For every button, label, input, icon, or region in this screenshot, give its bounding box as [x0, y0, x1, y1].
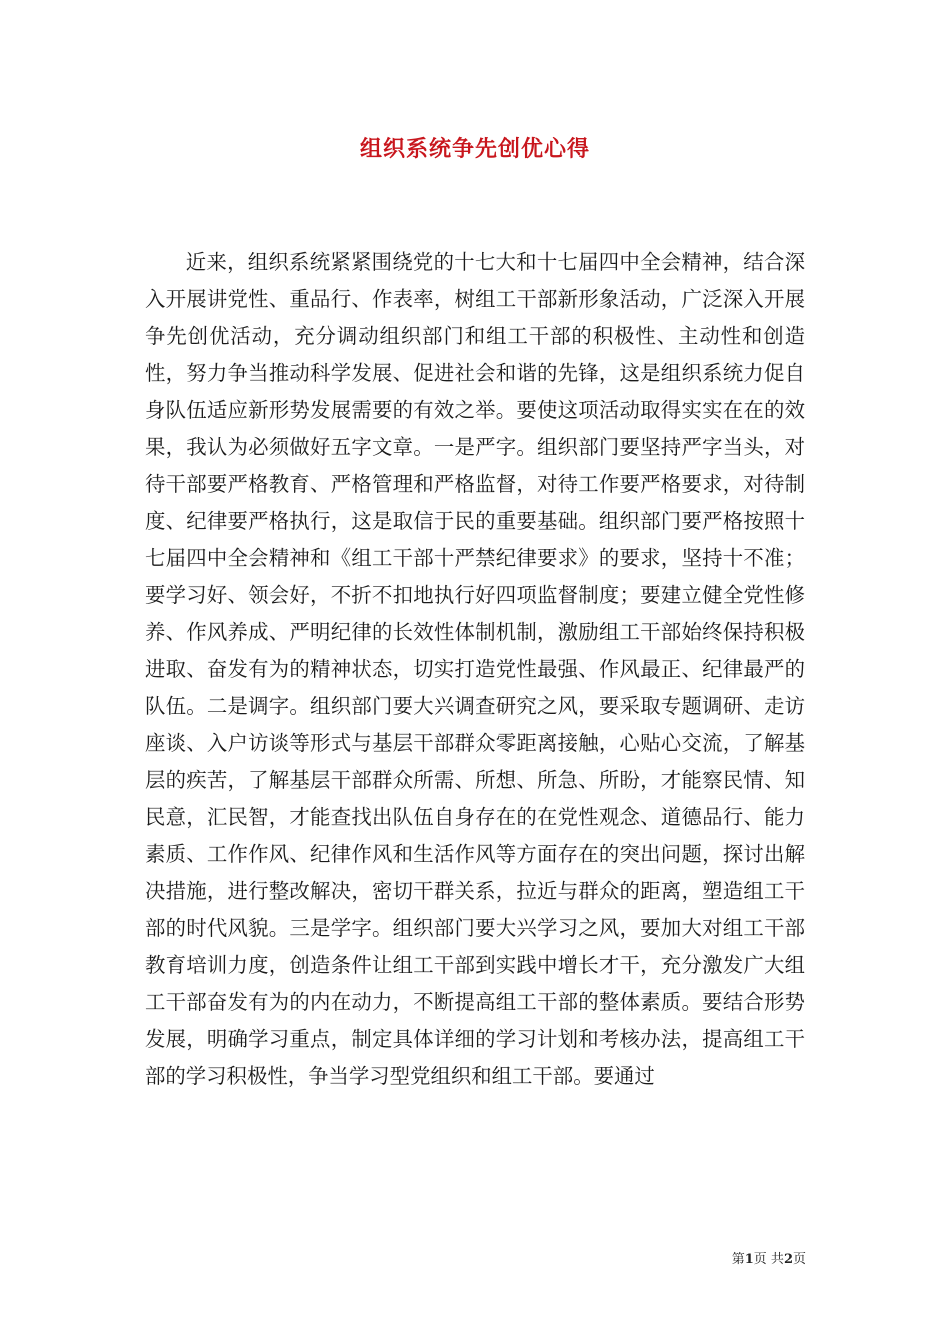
footer-current-page: 1: [744, 1252, 754, 1267]
footer-total-pages: 2: [783, 1252, 793, 1267]
footer-middle: 页 共: [753, 1252, 784, 1267]
footer-suffix: 页: [792, 1252, 806, 1267]
document-title: 组织系统争先创优心得: [359, 136, 590, 162]
page-number-footer: [732, 1248, 806, 1267]
footer-prefix: 第: [731, 1252, 745, 1267]
document-body-paragraph: 近来，组织系统紧紧围绕党的十七大和十七届四中全会精神，结合深入开展讲党性、重品行、作表率，树组工干部新形象活动，广泛深入开展争先创优活动，充分调动组织部门和组工干部的积极性、主动性和创造性，努力争当推动科学发展、促进社会和谐的先锋，这是组织系统力促自身队伍适应新形势发展需要的有效之举。要使这项活动取得实实在在的效果，我认为必须做好五字文章。一是严字。组织部门要坚持严字当头，对待干部要严格教育、严格管理和严格监督，对待工作要严格要求，对待制度、纪律要严格执行，这是取信于民的重要基础。组织部门要严格按照十七届四中全会精神和《组工干部十严禁纪律要求》的要求，坚持十不准；要学习好、领会好，不折不扣地执行好四项监督制度；要建立健全党性修养、作风养成、严明纪律的长效性体制机制，激励组工干部始终保持积极进取、奋发有为的精神状态，切实打造党性最强、作风最正、纪律最严的队伍。二是调字。组织部门要大兴调查研究之风，要采取专题调研、走访座谈、入户访谈等形式与基层干部群众零距离接触，心贴心交流，了解基层的疾苦，了解基层干部群众所需、所想、所急、所盼，才能察民情、知民意，汇民智，才能查找出队伍自身存在的在党性观念、道德品行、能力素质、工作作风、纪律作风和生活作风等方面存在的突出问题，探讨出解决措施，进行整改解决，密切干群关系，拉近与群众的距离，塑造组工干部的时代风貌。三是学字。组织部门要大兴学习之风，要加大对组工干部教育培训力度，创造条件让组工干部到实践中增长才干，充分激发广大组工干部奋发有为的内在动力，不断提高组工干部的整体素质。要结合形势发展，明确学习重点，制定具体详细的学习计划和考核办法，提高组工干部的学习积极性，争当学习型党组织和组工干部。要通过: [145, 250, 805, 1088]
